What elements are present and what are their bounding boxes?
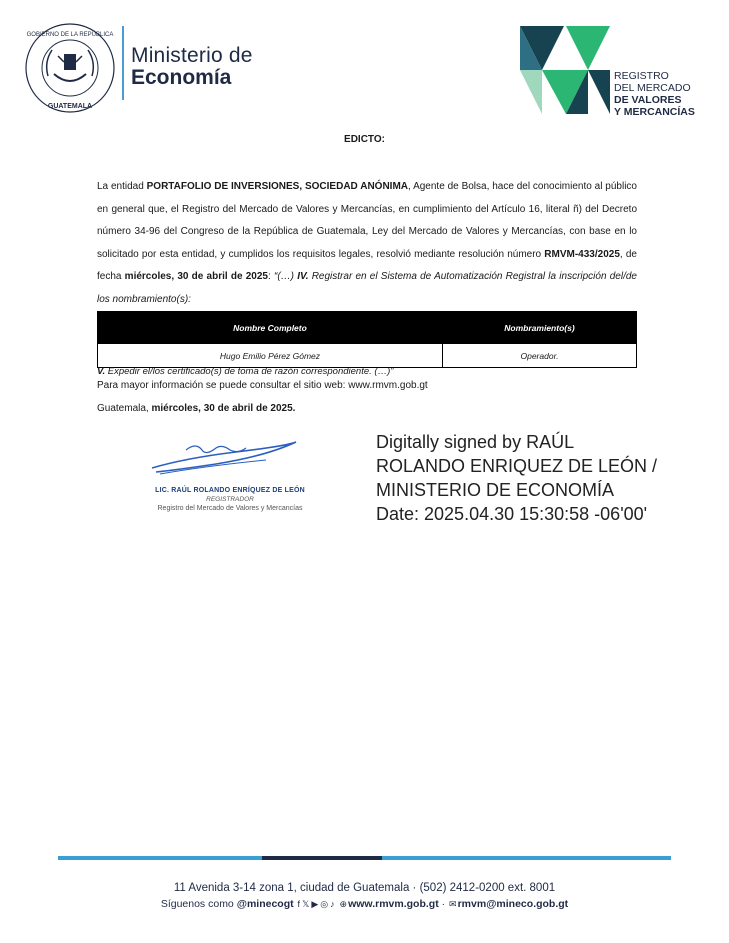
rmvm-logo-icon	[520, 26, 610, 116]
resolution-date: miércoles, 30 de abril de 2025	[124, 271, 268, 283]
place-text: Guatemala,	[97, 403, 152, 414]
more-info-text: Para mayor información se puede consultar el sitio web: www.rmvm.gob.gt	[97, 380, 428, 391]
table-header-row	[98, 312, 637, 344]
signer-role: REGISTRADOR	[206, 496, 254, 503]
registry-line2: DEL MERCADO	[614, 82, 691, 94]
signer-name: LIC. RAÚL ROLANDO ENRÍQUEZ DE LEÓN	[155, 487, 305, 494]
appointee-name: Hugo Emilio Pérez Gómez	[98, 344, 443, 368]
quote-start: “(…)	[273, 271, 298, 283]
footer-address: 11 Avenida 3-14 zona 1, ciudad de Guatemala · (502) 2412-0200 ext. 8001	[173, 882, 556, 894]
x-icon[interactable]: 𝕏	[302, 899, 310, 909]
entity-name: PORTAFOLIO DE INVERSIONES, SOCIEDAD ANÓNIMA	[146, 181, 408, 192]
signer-office: Registro del Mercado de Valores y Mercancías	[157, 505, 303, 512]
point-v-label: V.	[97, 366, 106, 377]
globe-icon: ⊕	[339, 899, 348, 909]
digital-signature-line: Digitally signed by RAÚL	[376, 432, 575, 452]
social-handle: @minecogt	[236, 898, 294, 910]
ministry-name-line1: Ministerio de	[131, 44, 253, 67]
footer-email[interactable]: rmvm@mineco.gob.gt	[457, 898, 569, 910]
point-v-text: Expedir el/los certificado(s) de toma de razón correspondiente. (…)”	[105, 366, 394, 377]
column-header-appointment: Nombramiento(s)	[442, 312, 636, 344]
registry-line4: Y MERCANCÍAS	[614, 106, 695, 118]
point-iv-label: IV.	[297, 271, 309, 283]
ministry-name-line2: Economía	[131, 66, 232, 89]
resolution-number: RMVM-433/2025	[544, 248, 620, 260]
registry-line1: REGISTRO	[614, 70, 669, 82]
youtube-icon[interactable]: ▶	[311, 899, 319, 909]
paragraph-text: , Agente de Bolsa, hace del conocimiento al público en general que, el Registro del Mercado de Valores y Mercancías, en cumplimiento del Artículo 16, literal ñ) del Decreto número 34-96 del Congreso de la República de Guatemala, Ley del Mercado de Valores y Mercancías, con base en lo solicitado por esta entidad, y cumplidos los requisitos legales, resolvió mediante resolución número	[97, 181, 637, 260]
place-date	[97, 403, 295, 414]
point-v	[97, 366, 393, 377]
digital-signature-line: ROLANDO ENRIQUEZ DE LEÓN /	[376, 456, 658, 476]
facebook-icon[interactable]: f	[297, 899, 301, 909]
footer-contacts	[0, 898, 729, 910]
appointments-table	[97, 311, 637, 368]
digital-signature-line: MINISTERIO DE ECONOMÍA	[376, 480, 615, 500]
footer-divider-accent	[262, 856, 382, 860]
date-text: miércoles, 30 de abril de 2025.	[151, 403, 296, 414]
footer-website[interactable]: www.rmvm.gob.gt	[348, 898, 439, 910]
follow-prefix: Síguenos como	[160, 898, 237, 910]
seal-top-text: GOBIERNO DE LA REPÚBLICA	[26, 32, 114, 38]
paragraph-text: , de fecha	[97, 248, 637, 283]
paragraph-text: :	[268, 271, 274, 283]
table-row	[98, 344, 637, 368]
footer-separator: ·	[438, 898, 449, 910]
column-header-name: Nombre Completo	[98, 312, 443, 344]
digital-signature-date: Date: 2025.04.30 15:30:58 -06'00'	[376, 504, 648, 524]
document-title: EDICTO:	[344, 134, 385, 145]
handwritten-signature-icon	[146, 438, 302, 476]
digital-signature	[376, 430, 657, 526]
guatemala-seal-icon	[24, 22, 116, 114]
mail-icon: ✉	[449, 899, 457, 909]
instagram-icon[interactable]: ◎	[320, 899, 329, 909]
paragraph-text: La entidad	[97, 181, 147, 192]
ministry-divider	[122, 26, 124, 100]
edict-paragraph	[97, 176, 637, 312]
appointment-role: Operador.	[442, 344, 636, 368]
tiktok-icon[interactable]: ♪	[330, 899, 335, 909]
seal-bottom-text: GUATEMALA	[47, 103, 93, 110]
registry-name	[614, 70, 695, 118]
registry-line3: DE VALORES	[614, 94, 682, 106]
quote-text: Registrar en el Sistema de Automatización Registral la inscripción del/de los nombramiento(s):	[97, 271, 637, 305]
